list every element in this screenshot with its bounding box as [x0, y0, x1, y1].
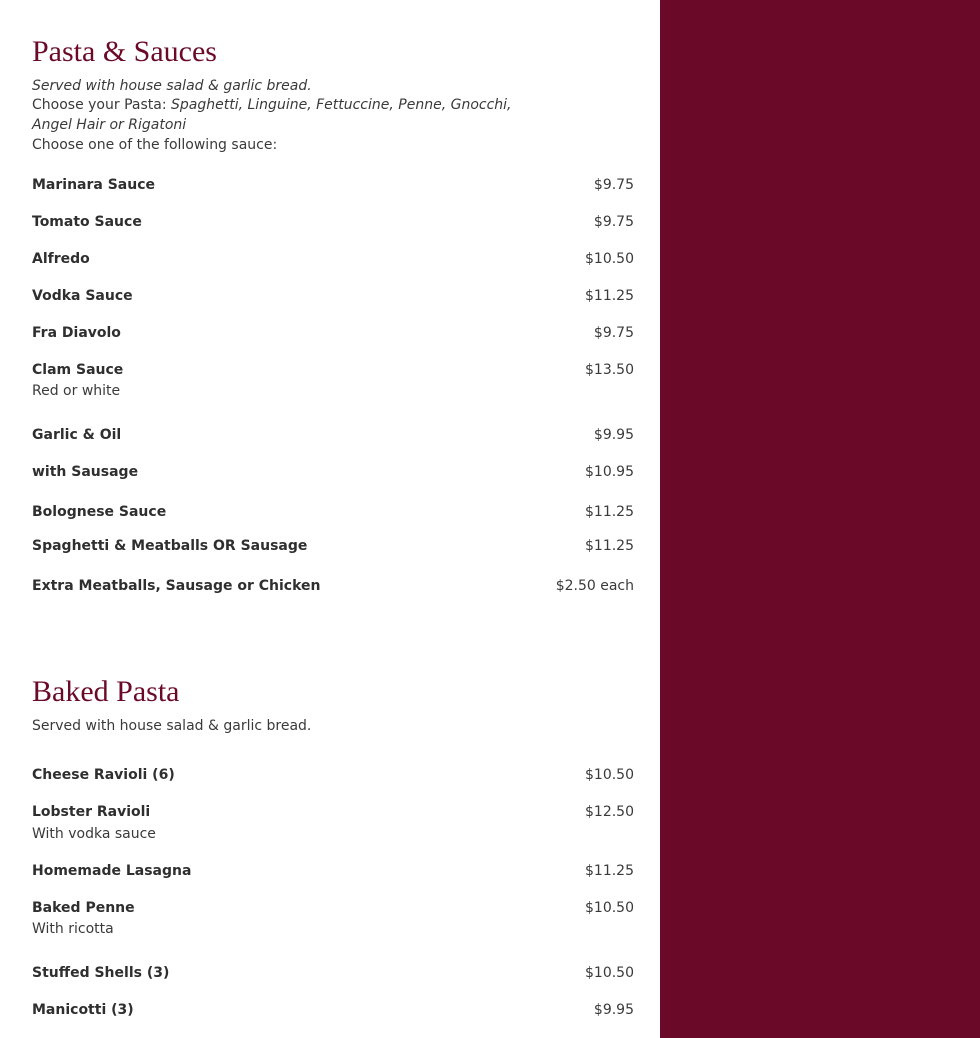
menu-item-name: Fra Diavolo [32, 325, 121, 341]
menu-item-name: Extra Meatballs, Sausage or Chicken [32, 578, 321, 594]
menu-item-description: Red or white [32, 383, 121, 399]
menu-item-cheese-ravioli [32, 765, 634, 785]
menu-item-alfredo [32, 249, 634, 269]
menu-item-name: Garlic & Oil [32, 427, 122, 443]
menu-item-price: $10.50 [585, 965, 634, 981]
baked-served-note: Served with house salad & garlic bread. [32, 718, 312, 734]
choose-pasta-options: Spaghetti, Linguine, Fettuccine, Penne, Gnocchi, [171, 97, 512, 113]
menu-item-spaghetti-meatballs [32, 536, 634, 556]
menu-item-name: Bolognese Sauce [32, 504, 167, 520]
menu-item-name: Spaghetti & Meatballs OR Sausage [32, 538, 308, 554]
menu-item-name: Homemade Lasagna [32, 863, 192, 879]
menu-item-price: $11.25 [585, 863, 634, 879]
menu-item-name: Lobster Ravioli [32, 804, 151, 820]
menu-item-price: $10.50 [585, 767, 634, 783]
menu-item-name: Clam Sauce [32, 362, 124, 378]
menu-item-price: $13.50 [585, 362, 634, 378]
menu-item-fra-diavolo [32, 323, 634, 343]
menu-item-price: $10.50 [585, 900, 634, 916]
menu-item-garlic-oil [32, 425, 634, 445]
choose-pasta-options-continued: Angel Hair or Rigatoni [32, 117, 187, 133]
menu-item-name: Stuffed Shells (3) [32, 965, 170, 981]
choose-pasta-line [32, 95, 512, 115]
menu-item-manicotti [32, 1000, 634, 1020]
menu-item-marinara [32, 175, 634, 195]
menu-item-vodka [32, 286, 634, 306]
menu-item-tomato [32, 212, 634, 232]
menu-item-price: $12.50 [585, 804, 634, 820]
menu-item-name: Tomato Sauce [32, 214, 142, 230]
menu-item-price: $9.75 [593, 214, 634, 230]
choose-pasta-label: Choose your Pasta: [32, 97, 171, 113]
menu-item-name: Vodka Sauce [32, 288, 133, 304]
menu-item-description: With vodka sauce [32, 826, 156, 842]
menu-item-name: Marinara Sauce [32, 177, 156, 193]
menu-item-price: $10.95 [585, 464, 634, 480]
menu-item-stuffed-shells [32, 963, 634, 983]
menu-item-name: Alfredo [32, 251, 90, 267]
pasta-section-title: Pasta & Sauces [32, 35, 217, 68]
baked-section-title: Baked Pasta [32, 675, 180, 708]
menu-item-description: With ricotta [32, 921, 114, 937]
menu-item-clam [32, 360, 634, 380]
menu-item-lobster-ravioli [32, 802, 634, 822]
menu-item-name: Baked Penne [32, 900, 135, 916]
menu-item-bolognese [32, 502, 634, 522]
menu-item-price: $11.25 [585, 538, 634, 554]
menu-item-price: $9.75 [593, 177, 634, 193]
menu-item-price: $2.50 each [555, 578, 634, 594]
decorative-side-panel [660, 0, 980, 1038]
menu-item-price: $11.25 [585, 504, 634, 520]
choose-sauce-label: Choose one of the following sauce: [32, 137, 278, 153]
menu-item-baked-penne [32, 898, 634, 918]
menu-item-lasagna [32, 861, 634, 881]
menu-item-with-sausage [32, 462, 634, 482]
menu-item-price: $9.75 [593, 325, 634, 341]
menu-item-name: with Sausage [32, 464, 139, 480]
menu-item-extras [32, 576, 634, 596]
menu-item-price: $9.95 [593, 1002, 634, 1018]
menu-item-name: Manicotti (3) [32, 1002, 134, 1018]
menu-item-price: $9.95 [593, 427, 634, 443]
pasta-served-note: Served with house salad & garlic bread. [32, 78, 312, 94]
menu-item-price: $10.50 [585, 251, 634, 267]
menu-item-name: Cheese Ravioli (6) [32, 767, 175, 783]
menu-item-price: $11.25 [585, 288, 634, 304]
